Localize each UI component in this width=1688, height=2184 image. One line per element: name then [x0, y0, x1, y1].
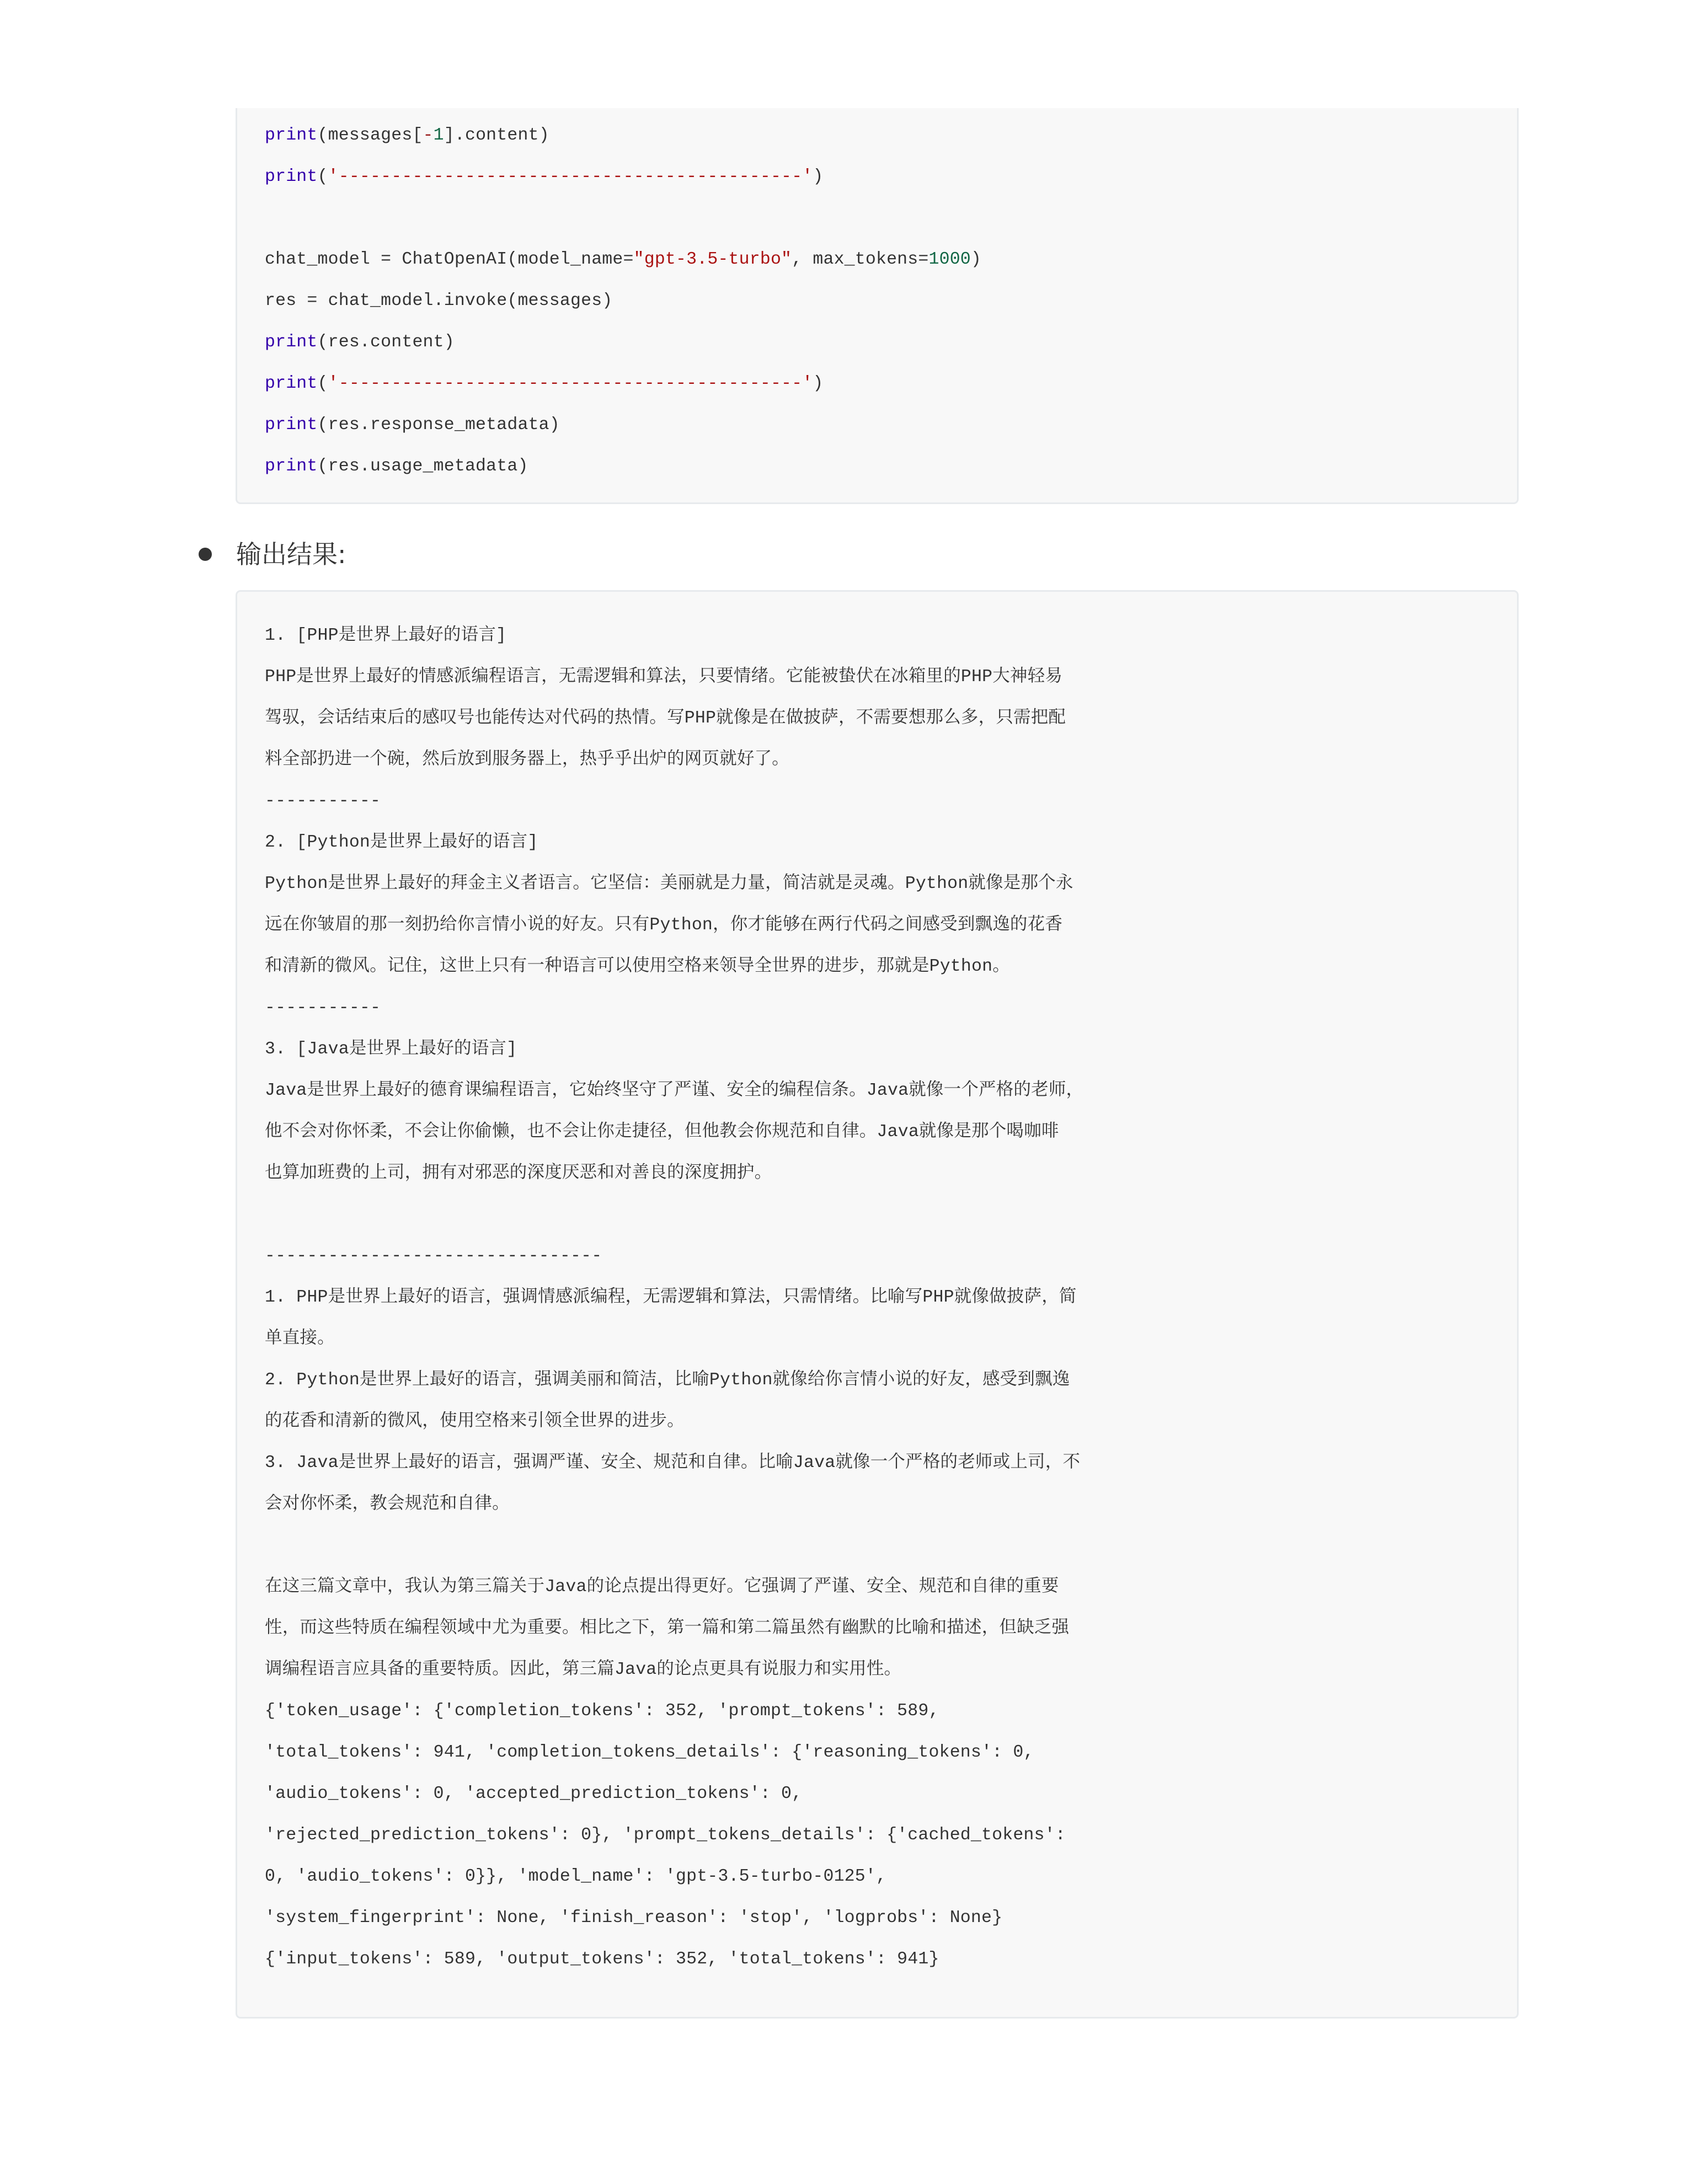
- bullet-icon: [199, 548, 212, 561]
- code-line: [265, 446, 1517, 487]
- output-line: 2. Python是世界上最好的语言，强调美丽和简洁，比喻Python就像给你言情小说的好友，感受到飘逸: [265, 1371, 1070, 1390]
- code-line: [265, 280, 1517, 322]
- output-line: --------------------------------: [265, 1246, 602, 1266]
- output-lines: [265, 615, 1517, 1980]
- code-token-punc: ): [813, 374, 824, 393]
- code-token-punc: , max_tokens=: [792, 250, 929, 269]
- code-token-punc: ): [970, 250, 982, 269]
- output-line: 'rejected_prediction_tokens': 0}, 'prompt_tokens_details': {'cached_tokens':: [265, 1826, 1066, 1845]
- output-line: 3. Java是世界上最好的语言，强调严谨、安全、规范和自律。比喻Java就像一个严格的老师或上司，不: [265, 1453, 1081, 1473]
- output-line: Java是世界上最好的德育课编程语言，它始终坚守了严谨、安全的编程信条。Java就像一个严格的老师，: [265, 1081, 1084, 1100]
- code-token-str: '--------------------------------------------': [328, 167, 813, 186]
- code-block: [236, 108, 1519, 504]
- output-result-label: 输出结果:: [236, 539, 346, 569]
- output-line: 会对你怀柔，教会规范和自律。: [265, 1495, 510, 1514]
- output-result-list-item: [193, 535, 346, 574]
- output-line: 调编程语言应具备的重要特质。因此，第三篇Java的论点更具有说服力和实用性。: [265, 1660, 902, 1679]
- output-line: 单直接。: [265, 1329, 335, 1348]
- code-line: [265, 363, 1517, 404]
- output-line: 料全部扔进一个碗，然后放到服务器上，热乎乎出炉的网页就好了。: [265, 750, 790, 769]
- output-line: 在这三篇文章中，我认为第三篇关于Java的论点提出得更好。它强调了严谨、安全、规范和自律的重要: [265, 1577, 1059, 1597]
- output-line: 0, 'audio_tokens': 0}}, 'model_name': 'gpt-3.5-turbo-0125',: [265, 1867, 887, 1886]
- output-line: 'total_tokens': 941, 'completion_tokens_details': {'reasoning_tokens': 0,: [265, 1743, 1034, 1762]
- code-token-punc: (messages[: [317, 126, 423, 145]
- code-token-kw: print: [265, 457, 318, 476]
- code-token-punc: (: [317, 167, 328, 186]
- code-token-kw: print: [265, 126, 318, 145]
- output-line: -----------: [265, 791, 381, 811]
- output-line: [265, 1194, 1495, 1235]
- code-token-punc: ): [813, 167, 824, 186]
- code-token-str: "gpt-3.5-turbo": [633, 250, 792, 269]
- code-lines: [265, 115, 1517, 487]
- output-line: 的花香和清新的微风，使用空格来引领全世界的进步。: [265, 1412, 685, 1431]
- code-token-punc: (: [317, 374, 328, 393]
- output-line: 性，而这些特质在编程领域中尤为重要。相比之下，第一篇和第二篇虽然有幽默的比喻和描述，但缺乏强: [265, 1619, 1070, 1638]
- output-line: 2. [Python是世界上最好的语言]: [265, 833, 538, 852]
- code-line: [265, 115, 1517, 156]
- output-line: 'audio_tokens': 0, 'accepted_prediction_tokens': 0,: [265, 1784, 803, 1803]
- code-token-punc: (res.usage_metadata): [317, 457, 528, 476]
- output-block: [236, 590, 1519, 2019]
- output-line: 3. [Java是世界上最好的语言]: [265, 1040, 517, 1059]
- output-line: Python是世界上最好的拜金主义者语言。它坚信：美丽就是力量，简洁就是灵魂。Python就像是那个永: [265, 874, 1073, 893]
- code-token-num: 1000: [928, 250, 971, 269]
- code-token-str: '--------------------------------------------': [328, 374, 813, 393]
- code-token-punc: (res.response_metadata): [317, 415, 560, 435]
- code-line: [265, 404, 1517, 446]
- code-token-num: 1: [433, 126, 444, 145]
- code-token-kw: print: [265, 167, 318, 186]
- code-token-kw: print: [265, 333, 318, 352]
- output-line: 1. [PHP是世界上最好的语言]: [265, 626, 507, 645]
- code-line: [265, 156, 1517, 197]
- output-line: -----------: [265, 998, 381, 1018]
- output-line: 1. PHP是世界上最好的语言，强调情感派编程，无需逻辑和算法，只需情绪。比喻写PHP就像做披萨，简: [265, 1288, 1077, 1307]
- output-line: 驾驭，会话结束后的感叹号也能传达对代码的热情。写PHP就像是在做披萨，不需要想那么多，只需把配: [265, 709, 1066, 728]
- code-token-kw: print: [265, 415, 318, 435]
- output-line: 也算加班费的上司，拥有对邪恶的深度厌恶和对善良的深度拥护。: [265, 1164, 772, 1183]
- output-line: {'input_tokens': 589, 'output_tokens': 352, 'total_tokens': 941}: [265, 1950, 939, 1969]
- code-token-punc: ].content): [444, 126, 549, 145]
- code-line: [265, 239, 1517, 280]
- code-token-punc: (res.content): [317, 333, 455, 352]
- output-line: 他不会对你怀柔，不会让你偷懒，也不会让你走捷径，但他教会你规范和自律。Java就像是那个喝咖啡: [265, 1122, 1059, 1142]
- code-token-kw: print: [265, 374, 318, 393]
- code-line: [265, 322, 1517, 363]
- output-line: PHP是世界上最好的情感派编程语言，无需逻辑和算法，只要情绪。它能被蛰伏在冰箱里的PHP大神轻易: [265, 667, 1063, 687]
- output-line: 和清新的微风。记住，这世上只有一种语言可以使用空格来领导全世界的进步，那就是Python。: [265, 957, 1010, 976]
- output-line: 远在你皱眉的那一刻扔给你言情小说的好友。只有Python，你才能够在两行代码之间感受到飘逸的花香: [265, 916, 1063, 935]
- code-token-punc: chat_model = ChatOpenAI(model_name=: [265, 250, 634, 269]
- code-line: [265, 197, 1517, 239]
- output-line: [265, 1525, 1495, 1566]
- output-line: {'token_usage': {'completion_tokens': 352, 'prompt_tokens': 589,: [265, 1701, 939, 1721]
- output-line: 'system_fingerprint': None, 'finish_reason': 'stop', 'logprobs': None}: [265, 1908, 1003, 1928]
- code-token-punc: res = chat_model.invoke(messages): [265, 291, 613, 311]
- code-token-op: -: [423, 126, 434, 145]
